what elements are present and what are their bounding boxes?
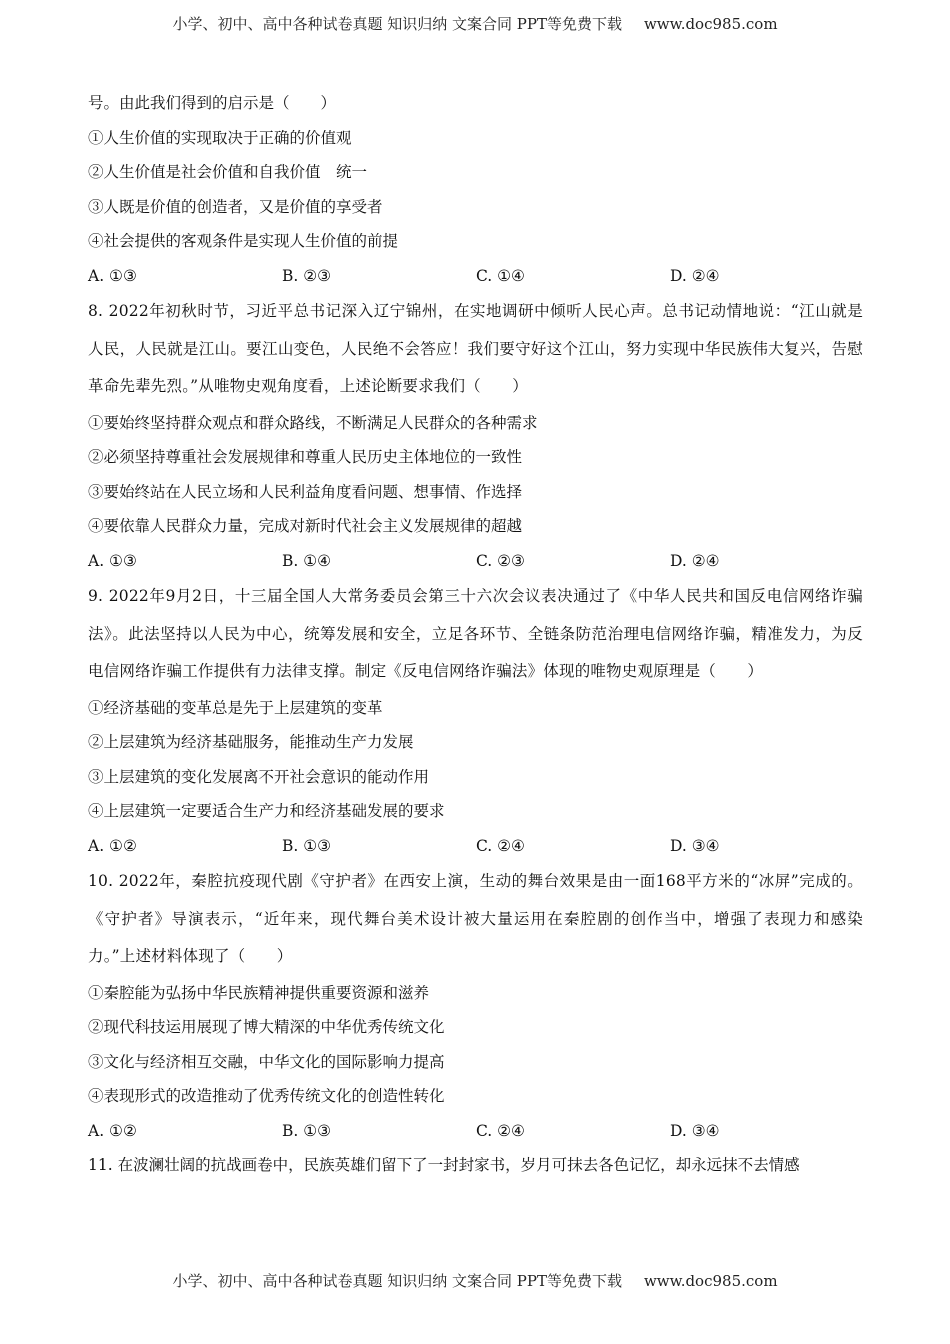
- question-9-option-c: C. ②④: [476, 836, 525, 855]
- question-9-option-b: B. ①③: [282, 836, 332, 855]
- question-8-options: [88, 544, 863, 579]
- question-7-option-c: C. ①④: [476, 266, 525, 285]
- question-10-option-d: D. ③④: [670, 1121, 720, 1140]
- question-10-item-3: ③文化与经济相互交融，中华文化的国际影响力提高: [88, 1052, 445, 1071]
- footer-text: 小学、初中、高中各种试卷真题 知识归纳 文案合同 PPT等免费下载: [172, 1272, 622, 1290]
- question-9-item-2: ②上层建筑为经济基础服务，能推动生产力发展: [88, 733, 414, 751]
- question-8-option-c: C. ②③: [476, 551, 525, 570]
- question-8: [88, 293, 863, 578]
- question-9-stem: 9. 2022年9月2日，十三届全国人大常务委员会第三十六次会议表决通过了《中华人民共和国反电信网络诈骗法》。此法坚持以人民为中心，统筹发展和安全，立足各环节、全链条防范治理电信网络诈骗，精准发力，为反电信网络诈骗工作提供有力法律支撑。制定《反电信网络诈骗法》体现的唯物史观原理是（ ）: [88, 587, 863, 680]
- question-10: [88, 863, 863, 1148]
- question-8-option-b: B. ①④: [282, 551, 332, 570]
- question-10-option-a: A. ①②: [88, 1121, 137, 1140]
- question-9-item-4: ④上层建筑一定要适合生产力和经济基础发展的要求: [88, 802, 445, 820]
- question-11-stem: 11. 在波澜壮阔的抗战画卷中，民族英雄们留下了一封封家书，岁月可抹去各色记忆，却永远抹不去情感: [88, 1156, 800, 1174]
- question-7-stem-continuation: 号。由此我们得到的启示是（ ）: [88, 94, 337, 112]
- question-7-item-3: ③人既是价值的创造者，又是价值的享受者: [88, 197, 383, 216]
- question-7: [88, 86, 863, 293]
- question-8-stem: 8. 2022年初秋时节，习近平总书记深入辽宁锦州，在实地调研中倾听人民心声。总书记动情地说：“江山就是人民，人民就是江山。要江山变色，人民绝不会答应！我们要守好这个江山，努力实现中华民族伟大复兴，告慰革命先辈先烈。”从唯物史观角度看，上述论断要求我们（ ）: [88, 302, 863, 395]
- question-9-item-3: ③上层建筑的变化发展离不开社会意识的能动作用: [88, 767, 430, 786]
- question-9-option-d: D. ③④: [670, 836, 720, 855]
- page-header: [0, 13, 950, 34]
- question-7-options: [88, 259, 863, 294]
- question-7-option-a: A. ①③: [88, 266, 137, 285]
- question-7-option-d: D. ②④: [670, 266, 720, 285]
- header-url[interactable]: www.doc985.com: [643, 15, 778, 33]
- question-10-option-c: C. ②④: [476, 1121, 525, 1140]
- document-body: [88, 86, 863, 1183]
- question-11: [88, 1148, 863, 1183]
- question-8-option-d: D. ②④: [670, 551, 720, 570]
- question-7-item-4: ④社会提供的客观条件是实现人生价值的前提: [88, 232, 399, 250]
- question-10-option-b: B. ①③: [282, 1121, 332, 1140]
- question-9: [88, 578, 863, 863]
- question-10-item-4: ④表现形式的改造推动了优秀传统文化的创造性转化: [88, 1087, 445, 1105]
- question-9-options: [88, 829, 863, 864]
- question-10-item-1: ①秦腔能为弘扬中华民族精神提供重要资源和滋养: [88, 983, 430, 1002]
- page-footer: [0, 1270, 950, 1291]
- question-10-options: [88, 1114, 863, 1149]
- question-7-item-1: ①人生价值的实现取决于正确的价值观: [88, 128, 352, 147]
- question-7-option-b: B. ②③: [282, 266, 332, 285]
- question-10-stem: 10. 2022年，秦腔抗疫现代剧《守护者》在西安上演，生动的舞台效果是由一面168平方米的“冰屏”完成的。《守护者》导演表示，“近年来，现代舞台美术设计被大量运用在秦腔剧的创作当中，增强了表现力和感染力。”上述材料体现了（ ）: [88, 872, 863, 965]
- header-text: 小学、初中、高中各种试卷真题 知识归纳 文案合同 PPT等免费下载: [172, 15, 622, 33]
- question-10-item-2: ②现代科技运用展现了博大精深的中华优秀传统文化: [88, 1018, 445, 1036]
- question-8-item-4: ④要依靠人民群众力量，完成对新时代社会主义发展规律的超越: [88, 517, 523, 535]
- question-9-item-1: ①经济基础的变革总是先于上层建筑的变革: [88, 698, 383, 717]
- question-8-item-2: ②必须坚持尊重社会发展规律和尊重人民历史主体地位的一致性: [88, 448, 523, 466]
- footer-url[interactable]: www.doc985.com: [643, 1272, 778, 1290]
- question-7-item-2: ②人生价值是社会价值和自我价值 统一: [88, 163, 368, 181]
- question-8-item-1: ①要始终坚持群众观点和群众路线，不断满足人民群众的各种需求: [88, 413, 538, 432]
- question-8-option-a: A. ①③: [88, 551, 137, 570]
- question-9-option-a: A. ①②: [88, 836, 137, 855]
- question-8-item-3: ③要始终站在人民立场和人民利益角度看问题、想事情、作选择: [88, 482, 523, 501]
